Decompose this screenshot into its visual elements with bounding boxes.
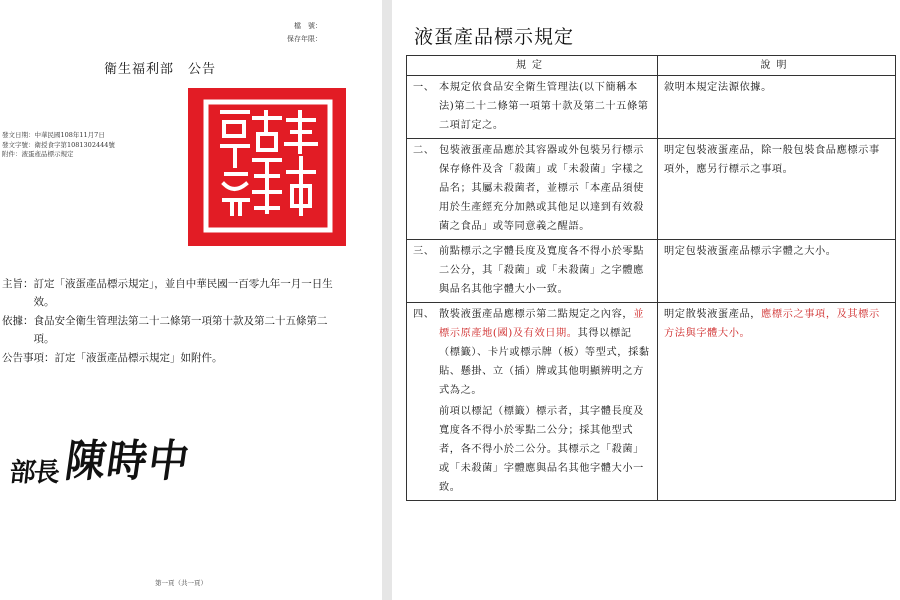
meta-file-number: 檔 號 ： [275, 20, 323, 33]
table-row [407, 240, 896, 303]
issue-date: 發文日期：中華民國108年11月7日 [2, 131, 105, 139]
issue-info [2, 131, 115, 160]
table-header-row [407, 56, 896, 76]
signature-title: 部長 [8, 458, 60, 488]
page-number: 第一頁（共一頁） [155, 579, 207, 587]
rule-text: 包裝液蛋產品應於其容器或外包裝另行標示保存條件及含「殺菌」或「未殺菌」字樣之品名；其屬未殺菌者，並標示「本產品須使用於生產經充分加熱或其他足以達到有效殺菌之食品」或等同意義之醒語。 [439, 145, 644, 232]
subject-paragraph [2, 275, 342, 311]
announcement-body [2, 275, 342, 368]
highlighted-text: 並標示原產地(國)及有效日期。 [439, 309, 644, 339]
file-meta [275, 20, 323, 46]
highlighted-text: 應標示之事項，及其標示方法與字體大小。 [664, 309, 880, 339]
paragraph-text: 訂定「液蛋產品標示規定」，並自中華民國一百零九年一月一日生效。 [33, 278, 333, 308]
announcement-heading [104, 58, 216, 77]
table-row [407, 139, 896, 240]
rule-text-segment: 其得以標記（標籤）、卡片或標示牌（板）等型式，採黏貼、懸掛、立（插）牌或其他明顯辨明之方式為之。 [439, 328, 650, 396]
rule-paragraph: 前項以標記（標籤）標示者，其字體長度及寬度各不得小於零點二公分；採其他型式者，各不得小於二公分。其標示之「殺菌」或「未殺菌」字體應與品名其他字體大小一致。 [439, 406, 644, 493]
rule-paragraph [439, 305, 652, 400]
paragraph-label: 公告事項： [2, 352, 55, 364]
signature-name: 陳時中 [62, 436, 194, 487]
paragraph-text: 訂定「液蛋產品標示規定」如附件。 [54, 352, 223, 364]
issuing-organization: 衛生福利部 [104, 62, 175, 77]
rule-text: 本規定依食品安全衛生管理法(以下簡稱本法)第二十二條第一項第十款及第二十五條第二項訂定之。 [439, 82, 649, 131]
regulation-table [406, 55, 896, 501]
rule-number: 四、 [413, 309, 435, 320]
regulation-title: 液蛋產品標示規定 [414, 26, 575, 48]
announcement-page [0, 0, 382, 600]
meta-label: 檔 號 [294, 22, 315, 30]
rule-text-segment: 散裝液蛋產品應標示第二點規定之內容， [439, 309, 634, 320]
header-note: 說明 [658, 56, 896, 76]
rule-cell [407, 240, 658, 303]
rule-text: 前點標示之字體長度及寬度各不得小於零點二公分，其「殺菌」或「未殺菌」之字體應與品名其他字體大小一致。 [439, 246, 644, 295]
table-row [407, 76, 896, 139]
announcement-label: 公告 [188, 62, 217, 77]
rule-cell [407, 76, 658, 139]
note-cell [658, 303, 896, 501]
paragraph-label: 主旨： [2, 278, 34, 290]
rule-cell [407, 139, 658, 240]
rule-text [439, 305, 652, 497]
meta-label: 保存年限 [287, 35, 315, 43]
meta-retention: 保存年限 ： [275, 33, 323, 46]
paragraph-text: 食品安全衛生管理法第二十二條第一項第十款及第二十五條第二項。 [33, 315, 328, 345]
rule-number: 三、 [413, 246, 435, 257]
attachment-note: 附件：液蛋產品標示規定 [2, 150, 74, 158]
regulation-page [392, 0, 900, 600]
official-seal [188, 88, 346, 246]
announcement-items-paragraph [2, 349, 342, 367]
table-row [407, 303, 896, 501]
rule-number: 一、 [413, 82, 435, 93]
paragraph-label: 依據： [2, 315, 34, 327]
note-text-segment: 明定散裝液蛋產品， [664, 309, 762, 320]
seal-graphic [188, 88, 346, 246]
note-cell: 明定包裝液蛋產品，除一般包裝食品應標示事項外，應另行標示之事項。 [658, 139, 896, 240]
note-cell: 明定包裝液蛋產品標示字體之大小。 [658, 240, 896, 303]
note-cell: 敘明本規定法源依據。 [658, 76, 896, 139]
header-rule: 規定 [407, 56, 658, 76]
rule-number: 二、 [413, 145, 435, 156]
minister-signature [10, 425, 200, 489]
rule-cell [407, 303, 658, 501]
issue-number: 發文字號：衛授食字第1081302444號 [2, 140, 115, 149]
basis-paragraph [2, 312, 342, 348]
